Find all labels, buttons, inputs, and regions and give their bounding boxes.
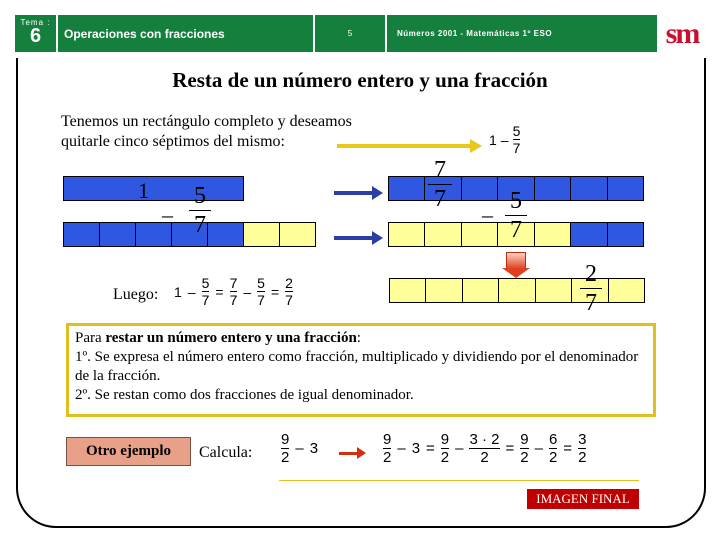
rule-heading: Para restar un número entero y una fracción:: [75, 330, 361, 346]
rule-step-2: 2º. Se restan como dos fracciones de igual denominador.: [75, 387, 414, 403]
whole-cell: [64, 177, 243, 200]
left-whole: 1: [138, 178, 149, 203]
divider-line: [279, 480, 639, 481]
otro-ejemplo-button[interactable]: Otro ejemplo: [66, 437, 191, 466]
mid-sub-fraction: 5 7: [505, 189, 527, 242]
whole-bar: [63, 176, 244, 201]
tema-label: Tema :: [20, 18, 51, 27]
page-title: Resta de un número entero y una fracción: [172, 68, 548, 92]
result-fraction: 2 7: [580, 262, 602, 315]
tema-number: 6: [29, 25, 42, 47]
calcula-label: Calcula:: [199, 444, 253, 461]
top-minus: –: [500, 131, 509, 148]
top-whole: 1: [489, 131, 497, 148]
rule-step-1: 1º. Se expresa el número entero como fracción, multiplicado y dividiendo por el denominador de la fracción.: [75, 349, 639, 384]
arrow-right-icon: [334, 186, 383, 200]
rule-box: [66, 323, 656, 417]
top-fraction: $\frac{5}{7}$: [512, 123, 521, 156]
arrow-right-icon: [334, 231, 383, 245]
down-arrow-head-icon: [502, 268, 530, 278]
left-fraction: 5 7: [189, 184, 211, 237]
left-minus: –: [162, 202, 173, 227]
intro-arrow: [337, 144, 473, 148]
exercise-expression: $\frac{9}{2}$ – 3: [281, 431, 319, 466]
intro-arrow-head-icon: [470, 139, 482, 153]
page-number: 5: [315, 15, 385, 52]
mid-fraction: 7 7: [428, 158, 452, 211]
header-title: Operaciones con fracciones: [58, 15, 313, 52]
arrow-right-icon: [339, 447, 366, 459]
luego-label: Luego:: [113, 286, 159, 303]
tema-badge: [15, 15, 56, 52]
top-expression: [489, 124, 520, 155]
result-bar: [389, 278, 645, 303]
luego-expression: 1 – $\frac{5}{7}$ = $\frac{7}{7}$ – $\frac{5}{7}$ = $\frac{2}{7}$: [174, 275, 293, 308]
mid-minus: –: [482, 202, 493, 227]
intro-text: Tenemos un rectángulo completo y deseamos quitarle cinco séptimos del mismo:: [61, 113, 352, 150]
book-title: Números 2001 - Matemáticas 1º ESO: [387, 15, 657, 52]
sm-logo: sm: [659, 15, 705, 52]
solution-expression: $\frac{9}{2}$ – 3 = $\frac{9}{2}$ – $\frac{3 \cdot 2}{2}$ = $\frac{9}{2}$ – $\frac{6}{2}$ = $\frac{3}{2}$: [383, 431, 587, 466]
imagen-final-button[interactable]: IMAGEN FINAL: [527, 489, 639, 509]
